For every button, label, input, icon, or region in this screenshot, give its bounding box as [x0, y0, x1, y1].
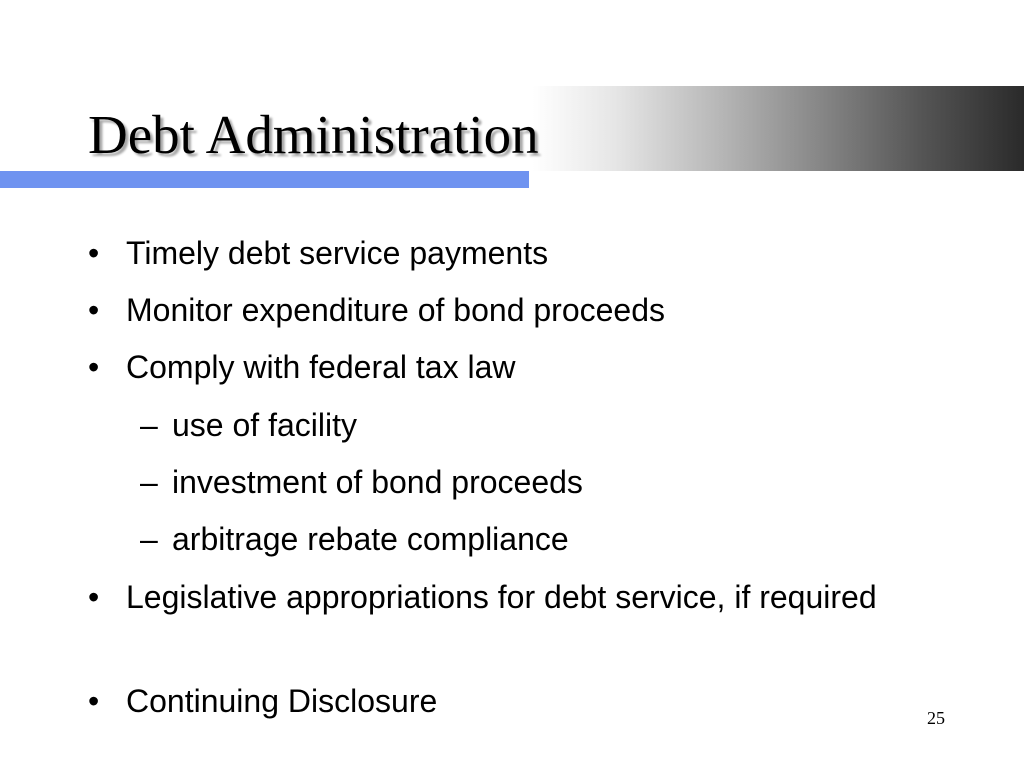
sub-bullet-text: investment of bond proceeds	[172, 464, 583, 500]
bullet-text: Timely debt service payments	[126, 235, 549, 271]
bullet-marker: •	[88, 349, 100, 385]
bullet-marker: •	[88, 683, 100, 719]
bullet-text: Comply with federal tax law	[126, 349, 516, 385]
dash-marker: –	[140, 464, 158, 500]
bullet-marker: •	[88, 292, 100, 328]
dash-marker: –	[140, 407, 158, 443]
sub-bullet-text: arbitrage rebate compliance	[172, 521, 569, 557]
dash-marker: –	[140, 521, 158, 557]
page-number: 25	[927, 708, 945, 728]
bullet-text: Continuing Disclosure	[126, 683, 438, 719]
sub-bullet-text: use of facility	[172, 407, 357, 443]
bullet-text: Monitor expenditure of bond proceeds	[126, 292, 666, 328]
bullet-text: Legislative appropriations for debt service, if required	[126, 579, 877, 615]
bullet-marker: •	[88, 235, 100, 271]
bullet-marker: •	[88, 579, 100, 615]
slide-title: Debt Administration	[88, 104, 539, 165]
